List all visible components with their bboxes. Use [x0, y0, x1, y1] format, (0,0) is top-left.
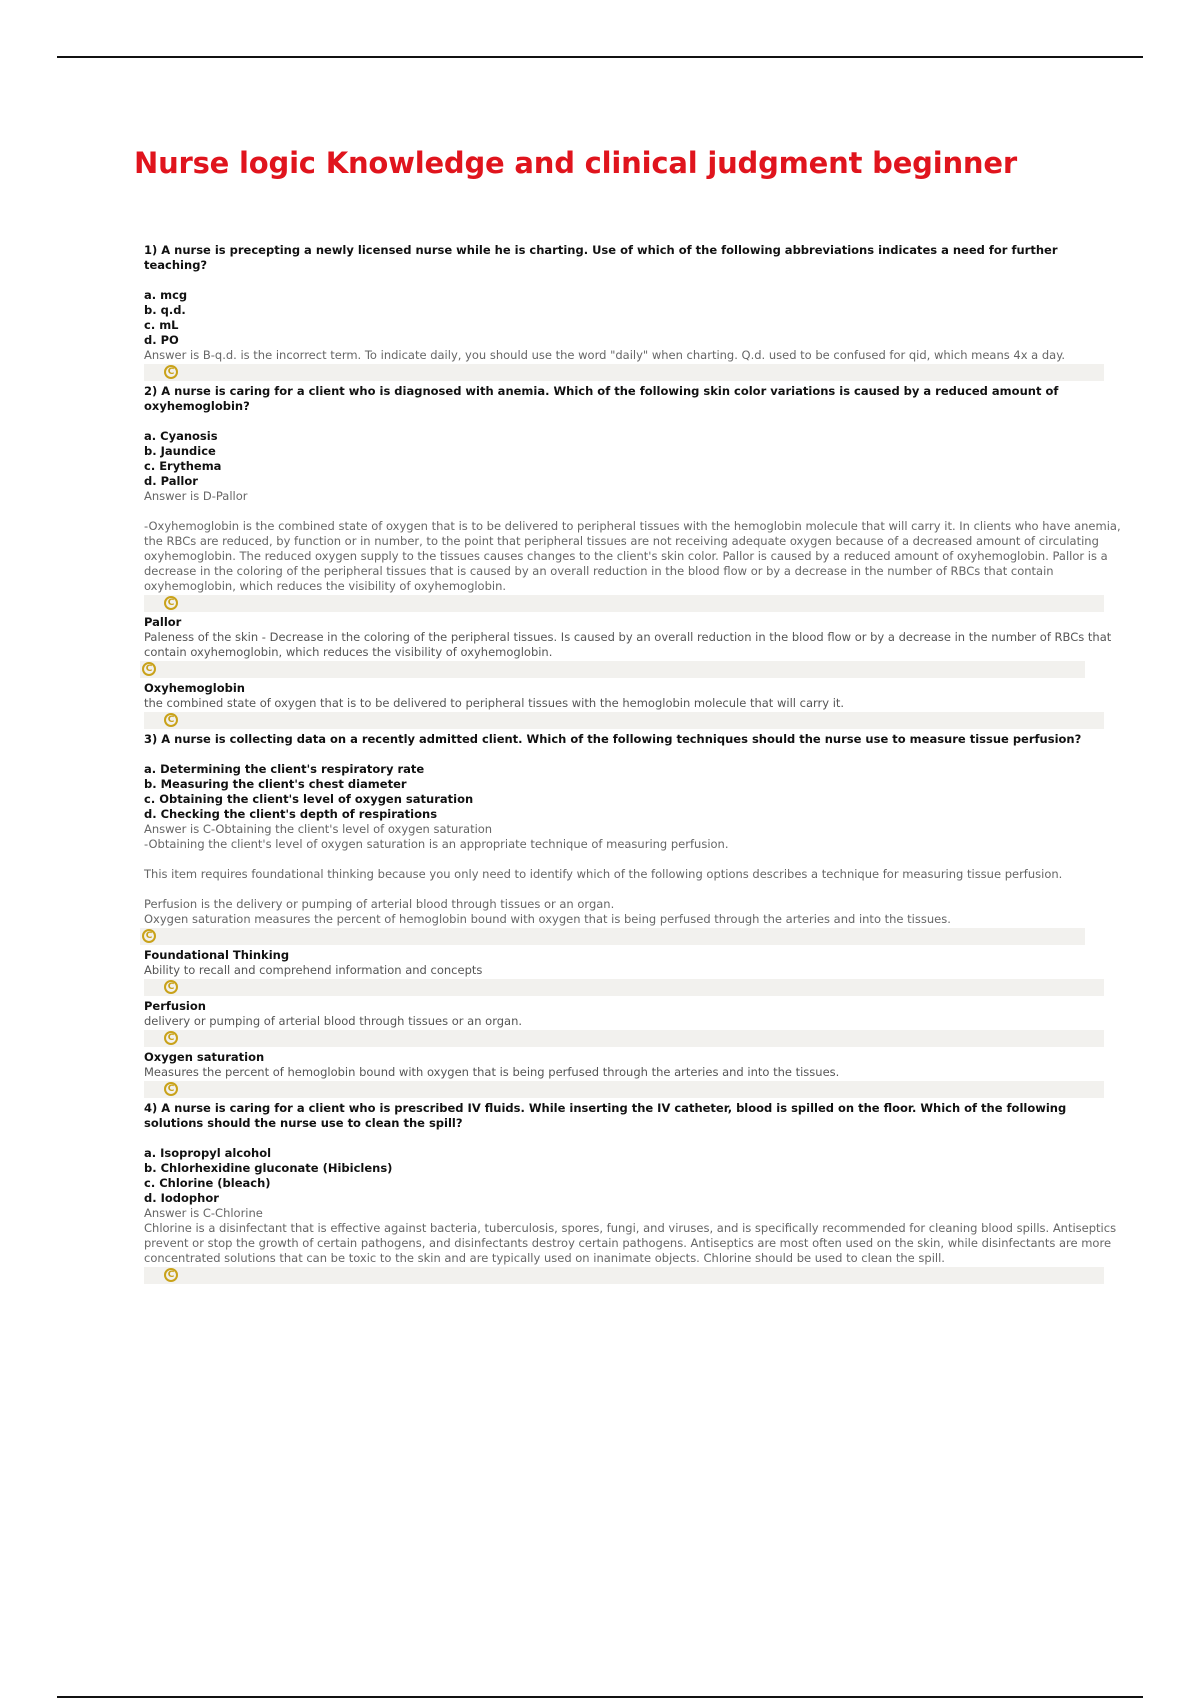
option: d. Checking the client's depth of respirations	[144, 807, 438, 821]
option: a. mcg	[144, 288, 188, 302]
option: b. q.d.	[144, 303, 186, 317]
copy-icon[interactable]: C	[142, 662, 156, 676]
copy-icon[interactable]: C	[164, 1082, 178, 1096]
term-definition: Ability to recall and comprehend information and concepts	[144, 963, 483, 977]
card-divider	[144, 595, 1104, 612]
rationale-text: -Obtaining the client's level of oxygen saturation is an appropriate technique of measuring perfusion.	[144, 837, 729, 851]
option: d. Pallor	[144, 474, 198, 488]
card-divider	[144, 364, 1104, 381]
term-definition: the combined state of oxygen that is to be delivered to peripheral tissues with the hemoglobin molecule that will carry it.	[144, 696, 845, 710]
option: c. mL	[144, 318, 179, 332]
card-divider	[144, 1267, 1104, 1284]
term-title: Foundational Thinking	[144, 948, 290, 962]
copy-icon[interactable]: C	[164, 1268, 178, 1282]
card-divider	[144, 1081, 1104, 1098]
answer-text: Answer is D-Pallor	[144, 489, 248, 503]
copy-icon[interactable]: C	[164, 596, 178, 610]
question-3: 3) A nurse is collecting data on a recently admitted client. Which of the following techniques should the nurse use to measure tissue perfusion?	[144, 732, 1082, 746]
card-divider	[140, 928, 1085, 945]
question-2: 2) A nurse is caring for a client who is diagnosed with anemia. Which of the following skin color variations is caused by a reduced amount of oxyhemoglobin?	[144, 384, 1059, 413]
rationale-text: Oxygen saturation measures the percent of hemoglobin bound with oxygen that is being perfused through the arteries and into the tissues.	[144, 912, 951, 926]
term-title: Pallor	[144, 615, 182, 629]
copy-icon[interactable]: C	[164, 1031, 178, 1045]
rationale-text: Perfusion is the delivery or pumping of arterial blood through tissues or an organ.	[144, 897, 615, 911]
answer-text: Answer is C-Obtaining the client's level of oxygen saturation	[144, 822, 493, 836]
term-title: Oxygen saturation	[144, 1050, 265, 1064]
question-1: 1) A nurse is precepting a newly licensed nurse while he is charting. Use of which of the following abbreviations indicates a need for further teaching?	[144, 243, 1058, 272]
term-title: Oxyhemoglobin	[144, 681, 245, 695]
option: b. Jaundice	[144, 444, 216, 458]
copy-icon[interactable]: C	[164, 365, 178, 379]
document-body	[144, 243, 1124, 1287]
option: a. Isopropyl alcohol	[144, 1146, 272, 1160]
term-definition: Measures the percent of hemoglobin bound with oxygen that is being perfused through the arteries and into the tissues.	[144, 1065, 840, 1079]
term-definition: delivery or pumping of arterial blood through tissues or an organ.	[144, 1014, 523, 1028]
bottom-rule	[57, 1696, 1143, 1698]
copy-icon[interactable]: C	[164, 713, 178, 727]
copy-icon[interactable]: C	[164, 980, 178, 994]
document-title: Nurse logic Knowledge and clinical judgment beginner	[134, 146, 1017, 180]
option: c. Chlorine (bleach)	[144, 1176, 271, 1190]
option: d. Iodophor	[144, 1191, 219, 1205]
card-divider	[144, 1030, 1104, 1047]
option: c. Obtaining the client's level of oxygen saturation	[144, 792, 474, 806]
option: b. Measuring the client's chest diameter	[144, 777, 407, 791]
card-divider	[144, 979, 1104, 996]
card-divider	[144, 712, 1104, 729]
term-definition: Paleness of the skin - Decrease in the coloring of the peripheral tissues. Is caused by an overall reduction in the blood flow or by a decrease in the number of RBCs that contain oxyhemoglobin, which reduces the visibility of oxyhemoglobin.	[144, 630, 1112, 659]
copy-icon[interactable]: C	[142, 929, 156, 943]
option: c. Erythema	[144, 459, 222, 473]
top-rule	[57, 56, 1143, 58]
card-divider	[140, 661, 1085, 678]
rationale-text: -Oxyhemoglobin is the combined state of oxygen that is to be delivered to peripheral tissues with the hemoglobin molecule that will carry it. In clients who have anemia, the RBCs are reduced, by function or in number, to the point that peripheral tissues are not receiving adequate oxygen because of a decreased amount of circulating oxyhemoglobin. The reduced oxygen supply to the tissues causes changes to the client's skin color. Pallor is caused by a reduced amount of oxyhemoglobin. Pallor is a decrease in the coloring of the peripheral tissues that is caused by an overall reduction in the blood flow or by a decrease in the number of RBCs that contain oxyhemoglobin, which reduces the visibility of oxyhemoglobin.	[144, 519, 1121, 593]
rationale-text: Chlorine is a disinfectant that is effective against bacteria, tuberculosis, spores, fungi, and viruses, and is specifically recommended for cleaning blood spills. Antiseptics prevent or stop the growth of certain pathogens, and disinfectants destroy certain pathogens. Antiseptics are most often used on the skin, while disinfectants are more concentrated solutions that can be toxic to the skin and are typically used on inanimate objects. Chlorine should be used to clean the spill.	[144, 1221, 1117, 1265]
option: d. PO	[144, 333, 179, 347]
term-title: Perfusion	[144, 999, 206, 1013]
answer-text: Answer is C-Chlorine	[144, 1206, 263, 1220]
option: b. Chlorhexidine gluconate (Hibiclens)	[144, 1161, 393, 1175]
question-4: 4) A nurse is caring for a client who is prescribed IV fluids. While inserting the IV catheter, blood is spilled on the floor. Which of the following solutions should the nurse use to clean the spill?	[144, 1101, 1067, 1130]
rationale-text: This item requires foundational thinking because you only need to identify which of the following options describes a technique for measuring tissue perfusion.	[144, 867, 1063, 881]
option: a. Cyanosis	[144, 429, 218, 443]
option: a. Determining the client's respiratory rate	[144, 762, 425, 776]
answer-text: Answer is B-q.d. is the incorrect term. To indicate daily, you should use the word "daily" when charting. Q.d. used to be confused for qid, which means 4x a day.	[144, 348, 1066, 362]
